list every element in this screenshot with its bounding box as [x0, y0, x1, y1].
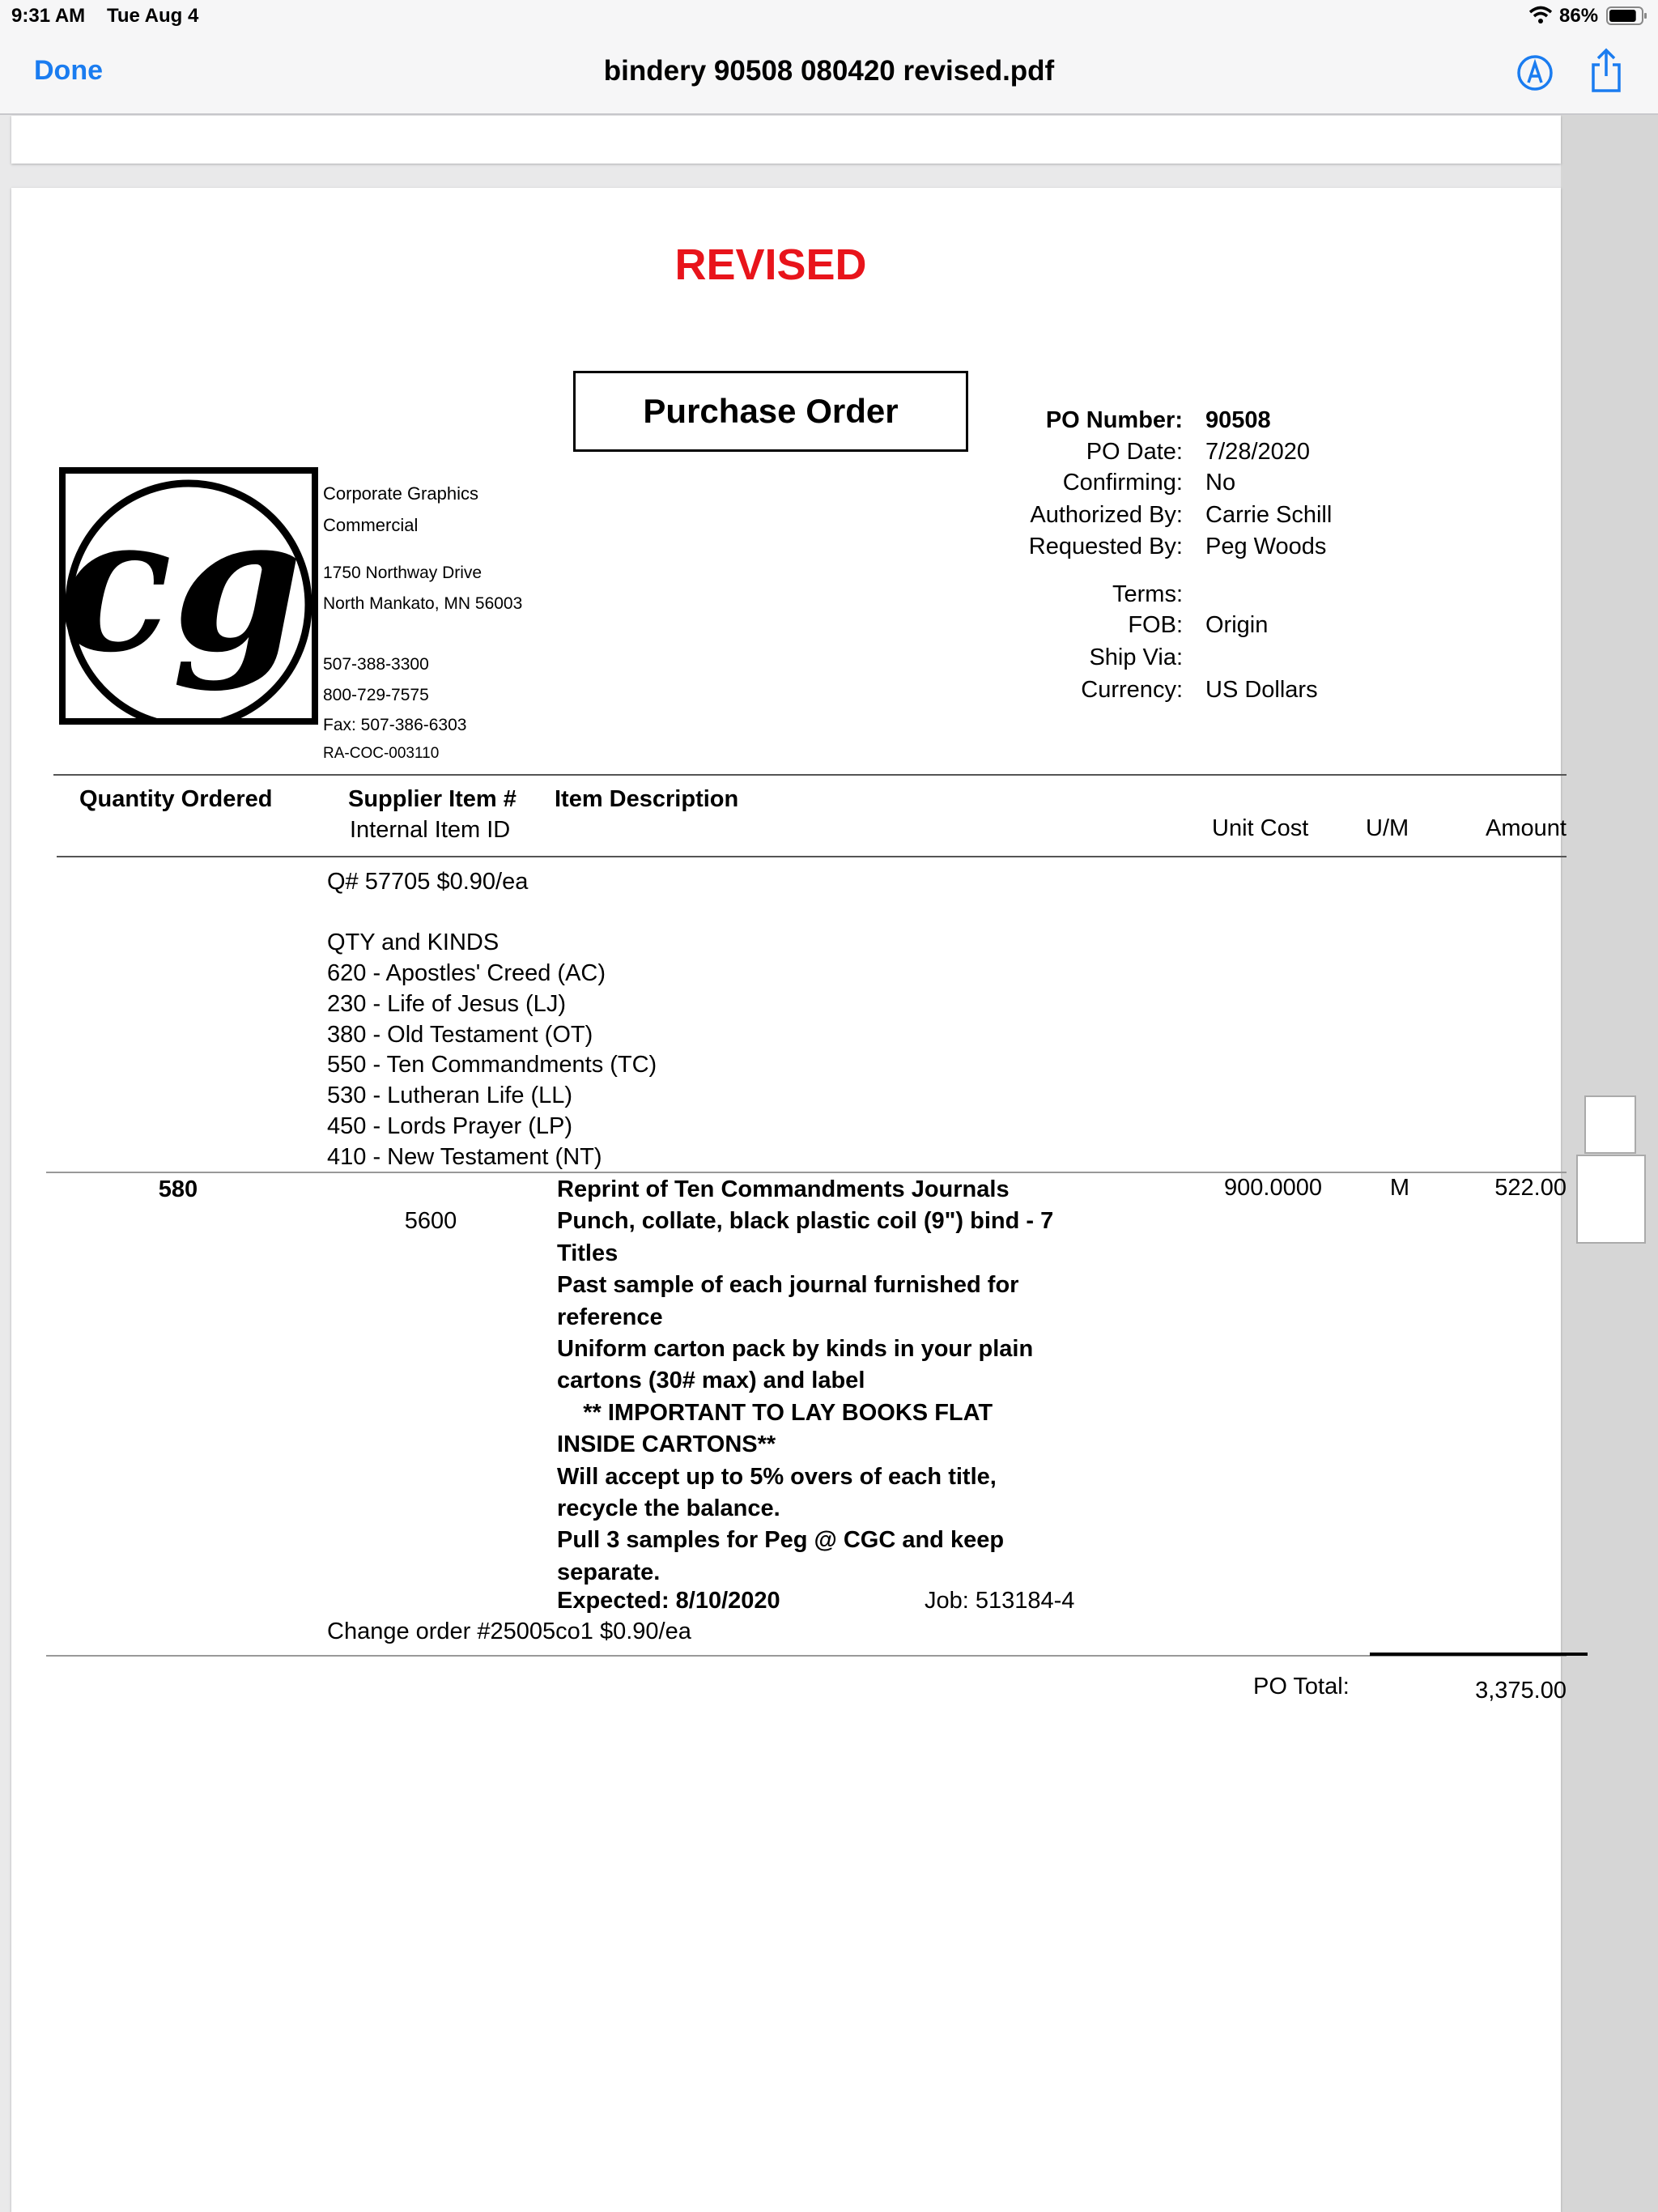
description-line: Titles	[557, 1240, 619, 1266]
status-date: Tue Aug 4	[107, 5, 199, 27]
line-amount: 522.00	[1494, 1175, 1567, 1201]
kind-item: 550 - Ten Commandments (TC)	[327, 1052, 657, 1078]
company-name-1: Corporate Graphics	[323, 483, 478, 504]
description-line: reference	[557, 1304, 663, 1330]
col-description: Item Description	[555, 786, 739, 812]
kinds-title: QTY and KINDS	[327, 929, 500, 955]
total-rule	[1370, 1653, 1588, 1656]
divider	[53, 774, 1567, 776]
battery-percent: 86%	[1559, 5, 1599, 27]
company-address-1: 1750 Northway Drive	[323, 564, 483, 582]
description-line: Past sample of each journal furnished for	[557, 1272, 1019, 1299]
description-line: Reprint of Ten Commandments Journals	[557, 1176, 1010, 1202]
company-phone-2: 800-729-7575	[323, 686, 429, 704]
description-line: Pull 3 samples for Peg @ CGC and keep	[557, 1527, 1005, 1554]
done-button[interactable]: Done	[34, 55, 103, 86]
kind-item: 620 - Apostles' Creed (AC)	[327, 960, 606, 986]
po-info-label: Currency:	[1081, 677, 1183, 703]
description-line: separate.	[557, 1559, 661, 1585]
po-info-value: Carrie Schill	[1205, 502, 1333, 528]
divider	[46, 1172, 1567, 1173]
col-amount: Amount	[1486, 815, 1567, 841]
description-line: Will accept up to 5% overs of each title,	[557, 1463, 997, 1490]
divider	[57, 856, 1567, 857]
po-total-value: 3,375.00	[1475, 1678, 1567, 1704]
kind-item: 530 - Lutheran Life (LL)	[327, 1083, 573, 1109]
po-info-label: Ship Via:	[1089, 644, 1183, 670]
line-internal-id: 5600	[404, 1208, 457, 1234]
line-unit-cost: 900.0000	[1224, 1175, 1322, 1201]
po-info-value: 90508	[1205, 407, 1271, 433]
po-info-label: Authorized By:	[1030, 502, 1183, 528]
col-unit-cost: Unit Cost	[1212, 815, 1309, 841]
kind-item: 450 - Lords Prayer (LP)	[327, 1113, 573, 1139]
company-phone-1: 507-388-3300	[323, 655, 429, 674]
line-qty: 580	[158, 1176, 198, 1202]
kind-item: 410 - New Testament (NT)	[327, 1143, 602, 1170]
po-info-value: US Dollars	[1205, 677, 1318, 703]
company-address-2: North Mankato, MN 56003	[323, 594, 523, 613]
po-info-value: No	[1205, 470, 1236, 496]
document-title: bindery 90508 080420 revised.pdf	[603, 55, 1055, 87]
po-info-label: PO Date:	[1086, 439, 1183, 465]
company-fax: Fax: 507-386-6303	[323, 716, 467, 734]
company-logo	[59, 467, 318, 731]
description-line: ** IMPORTANT TO LAY BOOKS FLAT	[557, 1399, 993, 1426]
col-supplier-item: Supplier Item #	[348, 786, 517, 812]
po-info-label: PO Number:	[1045, 407, 1183, 433]
col-internal-id: Internal Item ID	[350, 817, 511, 843]
col-um: U/M	[1366, 815, 1409, 841]
revised-stamp: REVISED	[674, 240, 867, 289]
po-info-label: Terms:	[1112, 581, 1183, 607]
po-info-label: Confirming:	[1062, 470, 1183, 496]
po-info-value: Origin	[1205, 612, 1269, 638]
line-expected: Expected: 8/10/2020	[557, 1588, 780, 1614]
description-line: INSIDE CARTONS**	[557, 1431, 776, 1458]
description-line: recycle the balance.	[557, 1495, 780, 1521]
divider	[46, 1655, 1567, 1657]
quote-note: Q# 57705 $0.90/ea	[327, 869, 529, 895]
status-time: 9:31 AM	[11, 5, 86, 27]
kind-item: 230 - Life of Jesus (LJ)	[327, 990, 566, 1017]
company-name-2: Commercial	[323, 515, 419, 535]
change-order-note: Change order #25005co1 $0.90/ea	[327, 1619, 691, 1644]
po-info-value: Peg Woods	[1205, 534, 1327, 559]
company-code: RA-COC-003110	[323, 745, 440, 762]
description-line: Uniform carton pack by kinds in your plain	[557, 1336, 1034, 1362]
po-total-label: PO Total:	[1253, 1674, 1350, 1699]
kind-item: 380 - Old Testament (OT)	[327, 1021, 593, 1048]
description-line: Punch, collate, black plastic coil (9") bind - 7	[557, 1208, 1054, 1235]
svg-text:cg: cg	[59, 475, 303, 694]
po-info-label: Requested By:	[1028, 534, 1183, 559]
po-info-label: FOB:	[1128, 612, 1183, 638]
po-info-value: 7/28/2020	[1205, 439, 1311, 465]
description-line: cartons (30# max) and label	[557, 1368, 865, 1394]
pdf-page	[11, 188, 1567, 2212]
line-job: Job: 513184-4	[925, 1588, 1075, 1614]
document-heading: Purchase Order	[573, 371, 968, 452]
line-um: M	[1389, 1175, 1410, 1201]
col-qty: Quantity Ordered	[79, 786, 273, 812]
